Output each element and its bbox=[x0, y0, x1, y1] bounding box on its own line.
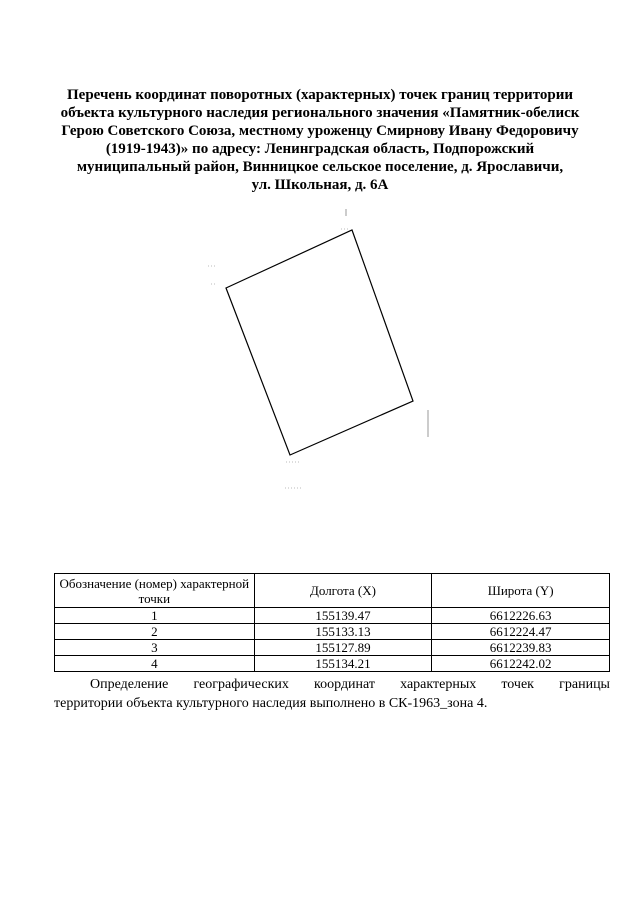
header-point-number: Обозначение (номер) характерной точки bbox=[55, 574, 255, 608]
table-row bbox=[55, 656, 610, 672]
title-line-1: Перечень координат поворотных (характерных) точек границ территории bbox=[67, 87, 573, 103]
title-line-5: муниципальный район, Винницкое сельское поселение, д. Ярославичи, bbox=[76, 159, 564, 175]
title-line-3: Герою Советского Союза, местному уроженцу Смирнову Ивану Федоровичу bbox=[61, 123, 579, 139]
header-longitude: Долгота (X) bbox=[254, 574, 432, 608]
longitude-cell: 155139.47 bbox=[254, 608, 432, 624]
note-word: границы bbox=[559, 677, 610, 692]
table-row bbox=[55, 624, 610, 640]
table-row bbox=[55, 608, 610, 624]
note-word: координат bbox=[314, 677, 376, 692]
point-number-cell: 2 bbox=[55, 624, 255, 640]
note-line-1 bbox=[84, 675, 610, 694]
table-row bbox=[55, 640, 610, 656]
table-header-row bbox=[55, 574, 610, 608]
header-latitude: Широта (Y) bbox=[432, 574, 610, 608]
point-number-cell: 3 bbox=[55, 640, 255, 656]
longitude-cell: 155134.21 bbox=[254, 656, 432, 672]
longitude-cell: 155133.13 bbox=[254, 624, 432, 640]
title-line-6: ул. Школьная, д. 6А bbox=[251, 177, 389, 193]
latitude-cell: 6612239.83 bbox=[432, 640, 610, 656]
latitude-cell: 6612224.47 bbox=[432, 624, 610, 640]
note-word: точек bbox=[501, 677, 534, 692]
coordinate-system-note bbox=[54, 675, 610, 713]
territory-boundary-polygon bbox=[226, 230, 413, 455]
note-word: географических bbox=[193, 677, 289, 692]
latitude-cell: 6612226.63 bbox=[432, 608, 610, 624]
note-word: Определение bbox=[90, 677, 169, 692]
title-line-4: (1919-1943)» по адресу: Ленинградская область, Подпорожский bbox=[105, 141, 535, 157]
note-word: характерных bbox=[400, 677, 477, 692]
latitude-cell: 6612242.02 bbox=[432, 656, 610, 672]
title-line-2: объекта культурного наследия регионального значения «Памятник-обелиск bbox=[60, 105, 580, 121]
point-number-cell: 4 bbox=[55, 656, 255, 672]
point-number-cell: 1 bbox=[55, 608, 255, 624]
note-line-2: территории объекта культурного наследия выполнено в СК-1963_зона 4. bbox=[54, 696, 488, 711]
longitude-cell: 155127.89 bbox=[254, 640, 432, 656]
coordinates-table bbox=[54, 573, 610, 672]
